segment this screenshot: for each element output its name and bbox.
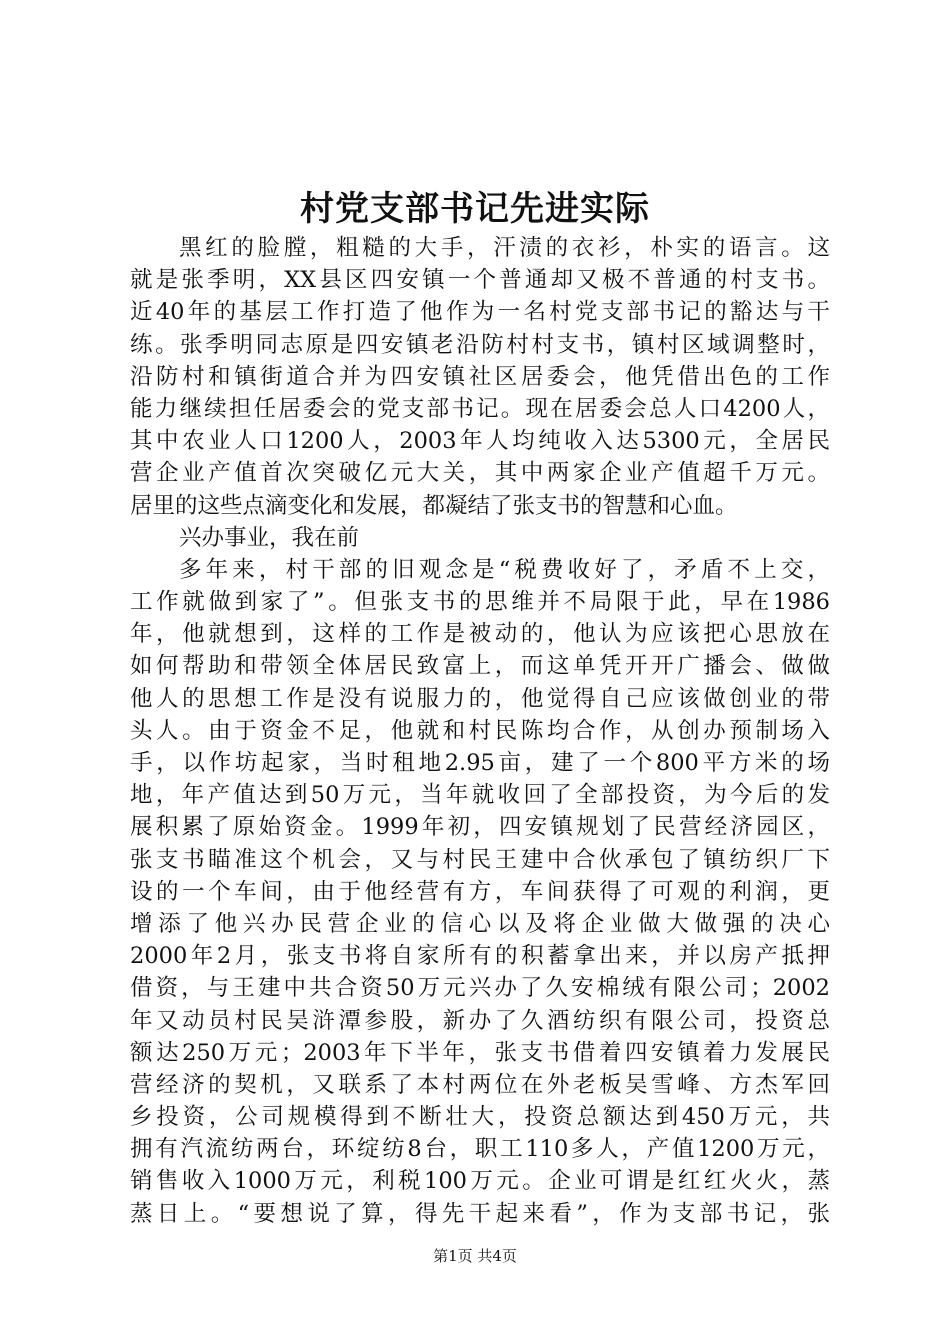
paragraph-line: 黑红的脸膛，粗糙的大手，汗渍的衣衫，朴实的语言。这 [179, 235, 830, 261]
paragraph-line: 头人。由于资金不足，他就和村民陈均合作，从创办预制场入 [130, 717, 830, 744]
paragraph-line: 营企业产值首次突破亿元大关，其中两家企业产值超千万元。 [130, 460, 830, 487]
paragraph-line: 练。张季明同志原是四安镇老沿防村村支书，镇村区域调整时， [130, 331, 830, 358]
paragraph-line: 年又动员村民吴浒潭参股，新办了久酒纺织有限公司，投资总 [130, 1007, 830, 1034]
paragraph-line: 工作就做到家了”。但张支书的思维并不局限于此，早在1986 [130, 589, 830, 616]
paragraph-line: 沿防村和镇街道合并为四安镇社区居委会，他凭借出色的工作 [130, 363, 830, 390]
paragraph-line: 张支书瞄准这个机会，又与村民王建中合伙承包了镇纺织厂下 [130, 846, 830, 873]
paragraph-line: 2000年2月，张支书将自家所有的积蓄拿出来，并以房产抵押 [130, 943, 830, 970]
paragraph-line: 销售收入1000万元，利税100万元。企业可谓是红红火火，蒸 [130, 1168, 830, 1195]
paragraph-line: 就是张季明，XX县区四安镇一个普通却又极不普通的村支书。 [130, 267, 830, 294]
paragraph-line: 拥有汽流纺两台，环绽纺8台，职工110多人，产值1200万元， [130, 1136, 830, 1163]
paragraph-line: 设的一个车间，由于他经营有方，车间获得了可观的利润，更 [130, 878, 830, 905]
paragraph-line: 其中农业人口1200人，2003年人均纯收入达5300元，全居民 [130, 428, 830, 455]
page-footer: 第1页 共4页 [433, 1247, 517, 1265]
paragraph-line: 展积累了原始资金。1999年初，四安镇规划了民营经济园区， [130, 814, 830, 841]
paragraph-line: 如何帮助和带领全体居民致富上，而这单凭开开广播会、做做 [130, 653, 830, 680]
paragraph-line: 营经济的契机，又联系了本村两位在外老板吴雪峰、方杰军回 [130, 1071, 830, 1098]
paragraph-line: 乡投资，公司规模得到不断壮大，投资总额达到450万元，共 [130, 1104, 830, 1131]
paragraph-line: 能力继续担任居委会的党支部书记。现在居委会总人口4200人， [130, 395, 830, 422]
paragraph-line: 他人的思想工作是没有说服力的，他觉得自己应该做创业的带 [130, 685, 830, 712]
document-title: 村党支部书记先进实际 [300, 189, 650, 229]
paragraph-line: 手，以作坊起家，当时租地2.95亩，建了一个800平方米的场 [130, 750, 830, 776]
paragraph-line: 额达250万元；2003年下半年，张支书借着四安镇着力发展民 [130, 1039, 830, 1066]
paragraph-line: 近40年的基层工作打造了他作为一名村党支部书记的豁达与干 [130, 299, 830, 326]
section-heading: 兴办事业，我在前 [179, 524, 360, 551]
paragraph-line: 年，他就想到，这样的工作是被动的，他认为应该把心思放在 [130, 621, 830, 648]
paragraph-line: 借资，与王建中共合资50万元兴办了久安棉绒有限公司；2002 [130, 975, 830, 1002]
paragraph-line: 居里的这些点滴变化和发展，都凝结了张支书的智慧和心血。 [130, 492, 738, 519]
document-body [130, 232, 830, 1230]
paragraph-line: 多年来，村干部的旧观念是“税费收好了，矛盾不上交， [179, 556, 830, 583]
paragraph-line: 增添了他兴办民营企业的信心以及将企业做大做强的决心 [130, 910, 830, 937]
paragraph-line: 蒸日上。“要想说了算，得先干起来看”，作为支部书记，张 [130, 1200, 830, 1227]
paragraph-line: 地，年产值达到50万元，当年就收回了全部投资，为今后的发 [130, 782, 830, 809]
